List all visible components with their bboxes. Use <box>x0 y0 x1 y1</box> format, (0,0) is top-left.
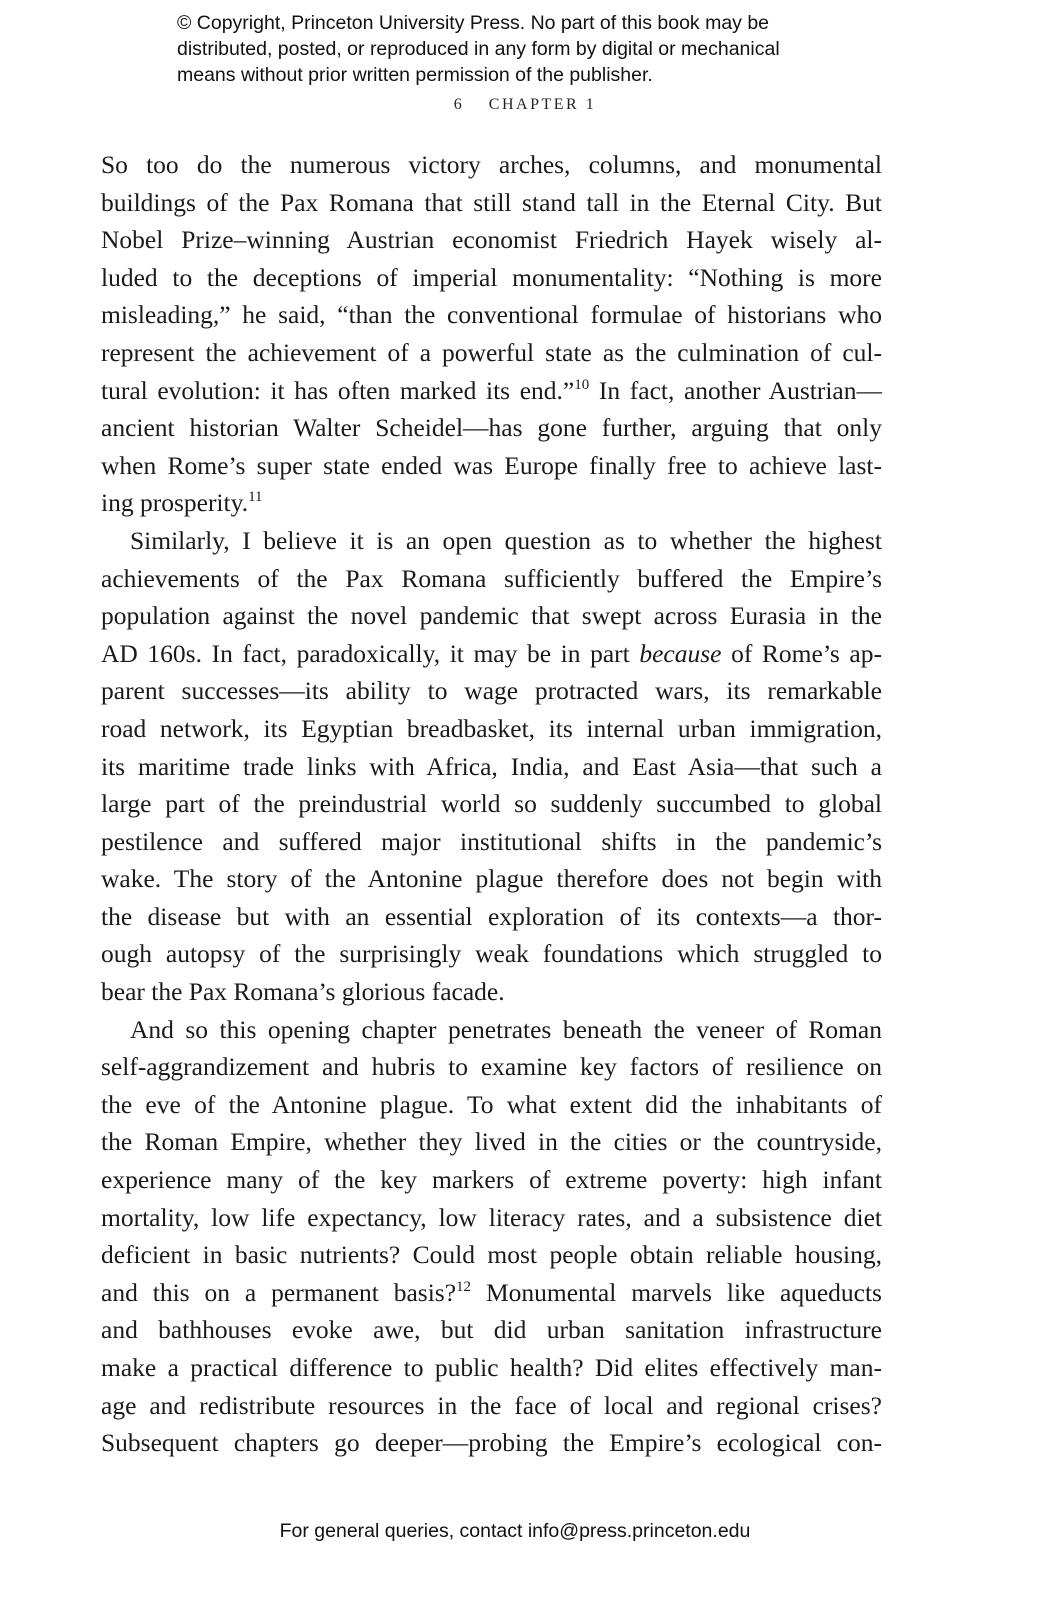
text-span: road network, its Egyptian breadbasket, its internal urban immigration, <box>101 713 882 743</box>
text-span: pestilence and suffered major institutional shifts in the pandemic’s <box>101 826 882 856</box>
running-head <box>0 96 1050 114</box>
text-line <box>101 409 882 447</box>
text-span: when Rome’s super state ended was Europe finally free to achieve last- <box>101 450 882 480</box>
text-span: population against the novel pandemic that swept across Eurasia in the <box>101 601 882 631</box>
text-line <box>101 1161 882 1199</box>
text-line <box>101 1048 882 1086</box>
text-span: In fact, another Austrian— <box>589 375 882 405</box>
text-line <box>101 1311 882 1349</box>
text-line <box>101 1387 882 1425</box>
copyright-line: means without prior written permission of the publisher. <box>177 64 653 86</box>
footnote-ref: 10 <box>574 376 590 393</box>
text-span: Monumental marvels like aqueducts <box>471 1277 882 1307</box>
text-line <box>101 1349 882 1387</box>
text-span: the disease but with an essential exploration of its contexts—a thor- <box>101 901 882 931</box>
text-span: So too do the numerous victory arches, columns, and monumental <box>101 150 882 179</box>
text-line <box>101 334 882 372</box>
footer-contact: For general queries, contact info@press.princeton.edu <box>279 1520 751 1542</box>
text-line <box>101 1011 882 1049</box>
text-span: buildings of the Pax Romana that still stand tall in the Eternal City. But <box>101 187 882 217</box>
text-span: AD 160s. In fact, paradoxically, it may be in part <box>101 638 640 668</box>
text-line <box>101 560 882 598</box>
page-number: 6 <box>453 96 465 113</box>
text-span: age and redistribute resources in the face of local and regional crises? <box>101 1390 882 1420</box>
text-span: and bathhouses evoke awe, but did urban sanitation infrastructure <box>101 1315 882 1345</box>
footnote-ref: 12 <box>456 1278 472 1295</box>
text-line <box>101 635 882 673</box>
text-line <box>101 1274 882 1312</box>
text-span: represent the achievement of a powerful state as the culmination of cul- <box>101 337 882 367</box>
text-span: self-aggrandizement and hubris to examine key factors of resilience on <box>101 1052 882 1082</box>
text-span: misleading,” he said, “than the conventional formulae of historians who <box>101 300 882 330</box>
text-span: Subsequent chapters go deeper—probing the Empire’s ecological con- <box>101 1428 882 1458</box>
text-line <box>101 935 882 973</box>
text-line <box>101 823 882 861</box>
chapter-label: CHAPTER 1 <box>488 96 597 113</box>
text-line <box>101 1199 882 1237</box>
text-span: ancient historian Walter Scheidel—has gone further, arguing that only <box>101 413 882 443</box>
text-span: and this on a permanent basis? <box>101 1277 457 1307</box>
footnote-ref: 11 <box>248 489 263 506</box>
text-line <box>101 672 882 710</box>
text-line <box>101 785 882 823</box>
text-line <box>101 860 882 898</box>
text-span: wake. The story of the Antonine plague therefore does not begin with <box>101 864 882 894</box>
copyright-line: distributed, posted, or reproduced in any form by digital or mechanical <box>177 38 780 60</box>
text-line <box>101 522 882 560</box>
text-line <box>101 296 882 334</box>
text-line <box>101 748 882 786</box>
text-line <box>101 221 882 259</box>
text-span: its maritime trade links with Africa, India, and East Asia—that such a <box>101 751 882 781</box>
italic-text: because <box>639 638 722 668</box>
copyright-notice <box>177 10 897 88</box>
text-line <box>101 710 882 748</box>
text-line <box>101 1123 882 1161</box>
text-line <box>101 447 882 485</box>
text-line <box>101 484 882 522</box>
text-span: achievements of the Pax Romana sufficiently buffered the Empire’s <box>101 563 882 593</box>
text-span: tural evolution: it has often marked its end.” <box>101 375 575 405</box>
text-line <box>101 1236 882 1274</box>
text-span: bear the Pax Romana’s glorious facade. <box>101 977 505 1007</box>
text-line <box>101 184 882 222</box>
text-line <box>101 973 882 1011</box>
text-line <box>101 1424 882 1462</box>
text-span: the Roman Empire, whether they lived in the cities or the countryside, <box>101 1127 882 1157</box>
text-span: of Rome’s ap- <box>721 638 882 668</box>
body-text <box>101 146 882 1462</box>
text-span: ough autopsy of the surprisingly weak foundations which struggled to <box>101 939 882 969</box>
text-span: Nobel Prize–winning Austrian economist Friedrich Hayek wisely al- <box>101 225 882 255</box>
text-span: luded to the deceptions of imperial monumentality: “Nothing is more <box>101 262 882 292</box>
text-line <box>101 597 882 635</box>
text-span: deficient in basic nutrients? Could most people obtain reliable housing, <box>101 1240 882 1270</box>
text-line <box>101 259 882 297</box>
text-span: make a practical difference to public health? Did elites effectively man- <box>101 1353 882 1382</box>
copyright-line: © Copyright, Princeton University Press. No part of this book may be <box>177 12 770 34</box>
text-span: mortality, low life expectancy, low literacy rates, and a subsistence diet <box>101 1202 882 1232</box>
text-span: Similarly, I believe it is an open question as to whether the highest <box>130 525 882 555</box>
text-line <box>101 898 882 936</box>
text-span: experience many of the key markers of extreme poverty: high infant <box>101 1165 882 1195</box>
text-span: large part of the preindustrial world so suddenly succumbed to global <box>101 789 882 819</box>
text-span: And so this opening chapter penetrates beneath the veneer of Roman <box>130 1014 882 1044</box>
text-line <box>101 372 882 410</box>
text-span: ing prosperity. <box>101 488 249 518</box>
text-line <box>101 1086 882 1124</box>
text-line <box>101 146 882 184</box>
text-span: parent successes—its ability to wage protracted wars, its remarkable <box>101 676 882 706</box>
text-span: the eve of the Antonine plague. To what extent did the inhabitants of <box>101 1089 882 1119</box>
